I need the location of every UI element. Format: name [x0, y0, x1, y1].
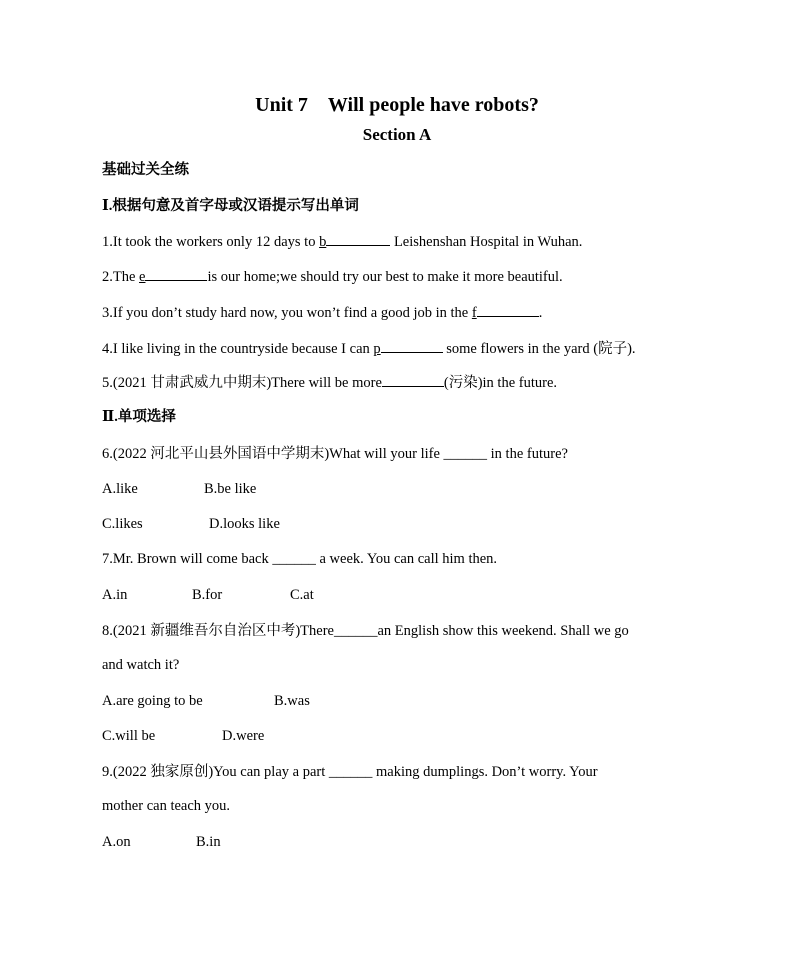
- answer-blank[interactable]: [381, 338, 443, 353]
- answer-blank[interactable]: [382, 372, 444, 387]
- question-7: 7.Mr. Brown will come back ______ a week. You can call him then.: [102, 551, 498, 567]
- option-b[interactable]: B.in: [196, 834, 221, 850]
- question-9: 9.(2022 独家原创)You can play a part ______ making dumplings. Don’t worry. Your: [102, 764, 598, 780]
- question-6: 6.(2022 河北平山县外国语中学期末)What will your life ______ in the future?: [102, 446, 568, 462]
- question-3-text-end: .: [538, 305, 543, 321]
- answer-blank[interactable]: [145, 266, 207, 281]
- question-3-letter: f: [471, 305, 477, 321]
- answer-blank[interactable]: [326, 231, 390, 246]
- option-b[interactable]: B.be like: [204, 481, 257, 497]
- option-c[interactable]: C.will be: [102, 728, 156, 744]
- section-title: Section A: [362, 125, 432, 144]
- question-2-text-end: is our home;we should try our best to make it more beautiful.: [207, 269, 563, 285]
- question-1-letter: b: [319, 234, 327, 250]
- option-a[interactable]: A.on: [102, 834, 131, 850]
- question-5: [102, 372, 557, 393]
- question-4: [102, 338, 636, 359]
- question-9-continued: mother can teach you.: [102, 798, 231, 814]
- question-8: 8.(2021 新疆维吾尔自治区中考)There______an English show this weekend. Shall we go: [102, 623, 629, 639]
- question-4-letter: p: [373, 341, 381, 357]
- question-2-letter: e: [139, 269, 146, 285]
- part2-heading: Ⅱ.单项选择: [102, 409, 176, 425]
- question-4-text: 4.I like living in the countryside because I can: [102, 341, 374, 357]
- option-c[interactable]: C.at: [290, 587, 314, 603]
- option-c[interactable]: C.likes: [102, 516, 143, 532]
- part1-heading: Ⅰ.根据句意及首字母或汉语提示写出单词: [102, 198, 359, 214]
- question-5-text-end: (污染)in the future.: [443, 375, 558, 391]
- question-2: [102, 266, 563, 287]
- option-a[interactable]: A.in: [102, 587, 128, 603]
- answer-blank[interactable]: [477, 302, 539, 317]
- option-b[interactable]: B.for: [192, 587, 223, 603]
- option-a[interactable]: A.like: [102, 481, 138, 497]
- option-d[interactable]: D.looks like: [209, 516, 280, 532]
- option-b[interactable]: B.was: [274, 693, 310, 709]
- question-1-text: 1.It took the workers only 12 days to: [102, 234, 320, 250]
- practice-heading: 基础过关全练: [102, 162, 189, 178]
- question-1-text-end: Leishenshan Hospital in Wuhan.: [390, 234, 583, 250]
- question-3-text: 3.If you don’t study hard now, you won’t find a good job in the: [102, 305, 472, 321]
- question-1: [102, 231, 582, 252]
- question-4-text-end: some flowers in the yard (院子).: [442, 341, 636, 357]
- question-3: [102, 302, 542, 323]
- option-a[interactable]: A.are going to be: [102, 693, 203, 709]
- question-2-text: 2.The: [102, 269, 140, 285]
- question-5-text: 5.(2021 甘肃武威九中期末)There will be more: [102, 375, 382, 391]
- option-d[interactable]: D.were: [222, 728, 265, 744]
- question-8-continued: and watch it?: [102, 657, 180, 673]
- unit-title: Unit 7 Will people have robots?: [255, 94, 539, 116]
